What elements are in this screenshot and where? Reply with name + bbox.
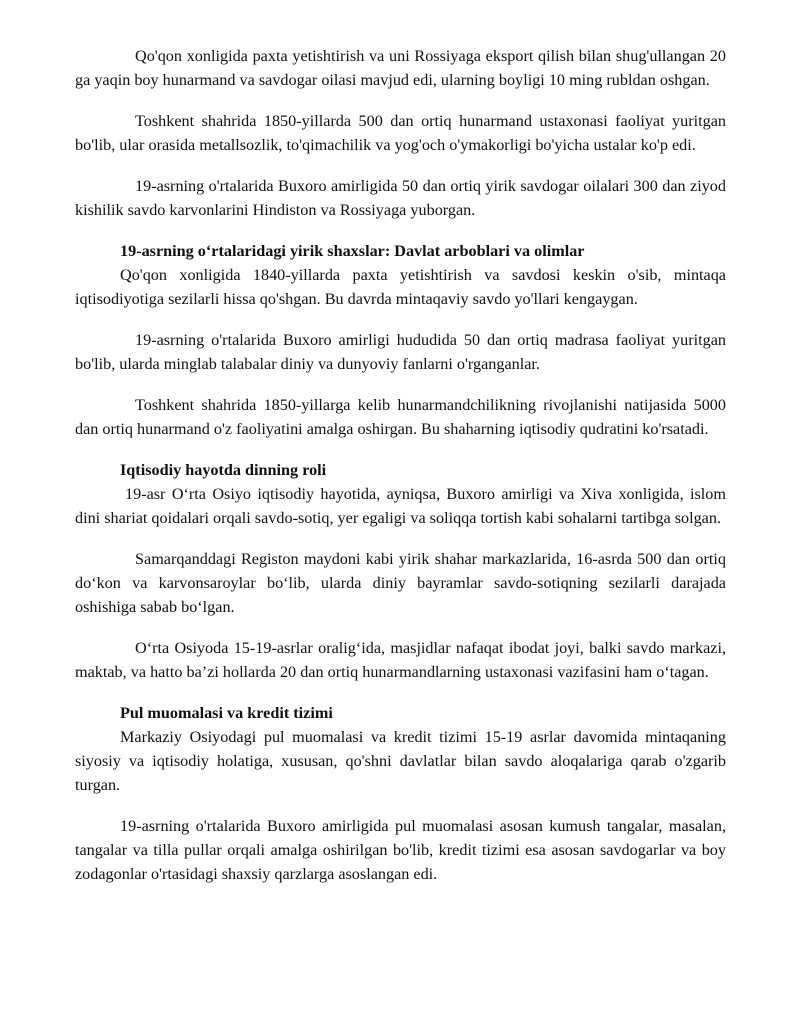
paragraph: Toshkent shahrida 1850-yillarga kelib hunarmandchilikning rivojlanishi natijasida 5000 dan ortiq hunarmand o'z faoliyatini amalga oshirgan. Bu shaharning iqtisodiy qudratini ko'rsatadi. [75, 396, 726, 438]
paragraph: Qo'qon xonligida 1840-yillarda paxta yetishtirish va savdosi keskin o'sib, mintaqa iqtisodiyotiga sezilarli hissa qo'shgan. Bu davrda mintaqaviy savdo yo'llari kengaygan. [75, 266, 726, 308]
paragraph: 19-asrning o'rtalarida Buxoro amirligida 50 dan ortiq yirik savdogar oilalari 300 dan ziyod kishilik savdo karvonlarini Hindiston va Rossiyaga yuborgan. [75, 177, 726, 219]
paragraph: Samarqanddagi Registon maydoni kabi yirik shahar markazlarida, 16-asrda 500 dan ortiq doʻkon va karvonsaroylar boʻlib, ularda diniy bayramlar savdo-sotiqning sezilarli darajada oshishiga sabab boʻlgan. [75, 550, 726, 616]
document-page [75, 44, 726, 902]
paragraph: 19-asrning o'rtalarida Buxoro amirligi hududida 50 dan ortiq madrasa faoliyat yuritgan bo'lib, ularda minglab talabalar diniy va dunyoviy fanlarni o'rganganlar. [75, 331, 726, 373]
paragraph: Toshkent shahrida 1850-yillarda 500 dan ortiq hunarmand ustaxonasi faoliyat yuritgan bo'lib, ular orasida metallsozlik, to'qimachilik va yog'och o'ymakorligi bo'yicha ustalar ko'p edi. [75, 112, 726, 154]
section-heading: 19-asrning oʻrtalaridagi yirik shaxslar: Davlat arboblari va olimlar [120, 242, 585, 260]
paragraph: 19-asr Oʻrta Osiyo iqtisodiy hayotida, ayniqsa, Buxoro amirligi va Xiva xonligida, islom dini shariat qoidalari orqali savdo-sotiq, yer egaligi va soliqqa tortish kabi sohalarni tartibga solgan. [75, 485, 726, 527]
paragraph: Qo'qon xonligida paxta yetishtirish va uni Rossiyaga eksport qilish bilan shug'ullangan 20 ga yaqin boy hunarmand va savdogar oilasi mavjud edi, ularning boyligi 10 ming rubldan oshgan. [75, 47, 726, 89]
paragraph: Oʻrta Osiyoda 15-19-asrlar oraligʻida, masjidlar nafaqat ibodat joyi, balki savdo markazi, maktab, va hatto baʼzi hollarda 20 dan ortiq hunarmandlarning ustaxonasi vazifasini ham oʻtagan. [75, 639, 726, 681]
paragraph: Markaziy Osiyodagi pul muomalasi va kredit tizimi 15-19 asrlar davomida mintaqaning siyosiy va iqtisodiy holatiga, xususan, qo'shni davlatlar bilan savdo aloqalariga qarab o'zgarib turgan. [75, 728, 726, 794]
section-heading: Pul muomalasi va kredit tizimi [120, 704, 333, 722]
section-heading: Iqtisodiy hayotda dinning roli [120, 461, 327, 479]
paragraph: 19-asrning o'rtalarida Buxoro amirligida pul muomalasi asosan kumush tangalar, masalan, tangalar va tilla pullar orqali amalga oshirilgan bo'lib, kredit tizimi esa asosan savdogarlar va boy zodagonlar o'rtasidagi shaxsiy qarzlarga asoslangan edi. [75, 817, 726, 883]
